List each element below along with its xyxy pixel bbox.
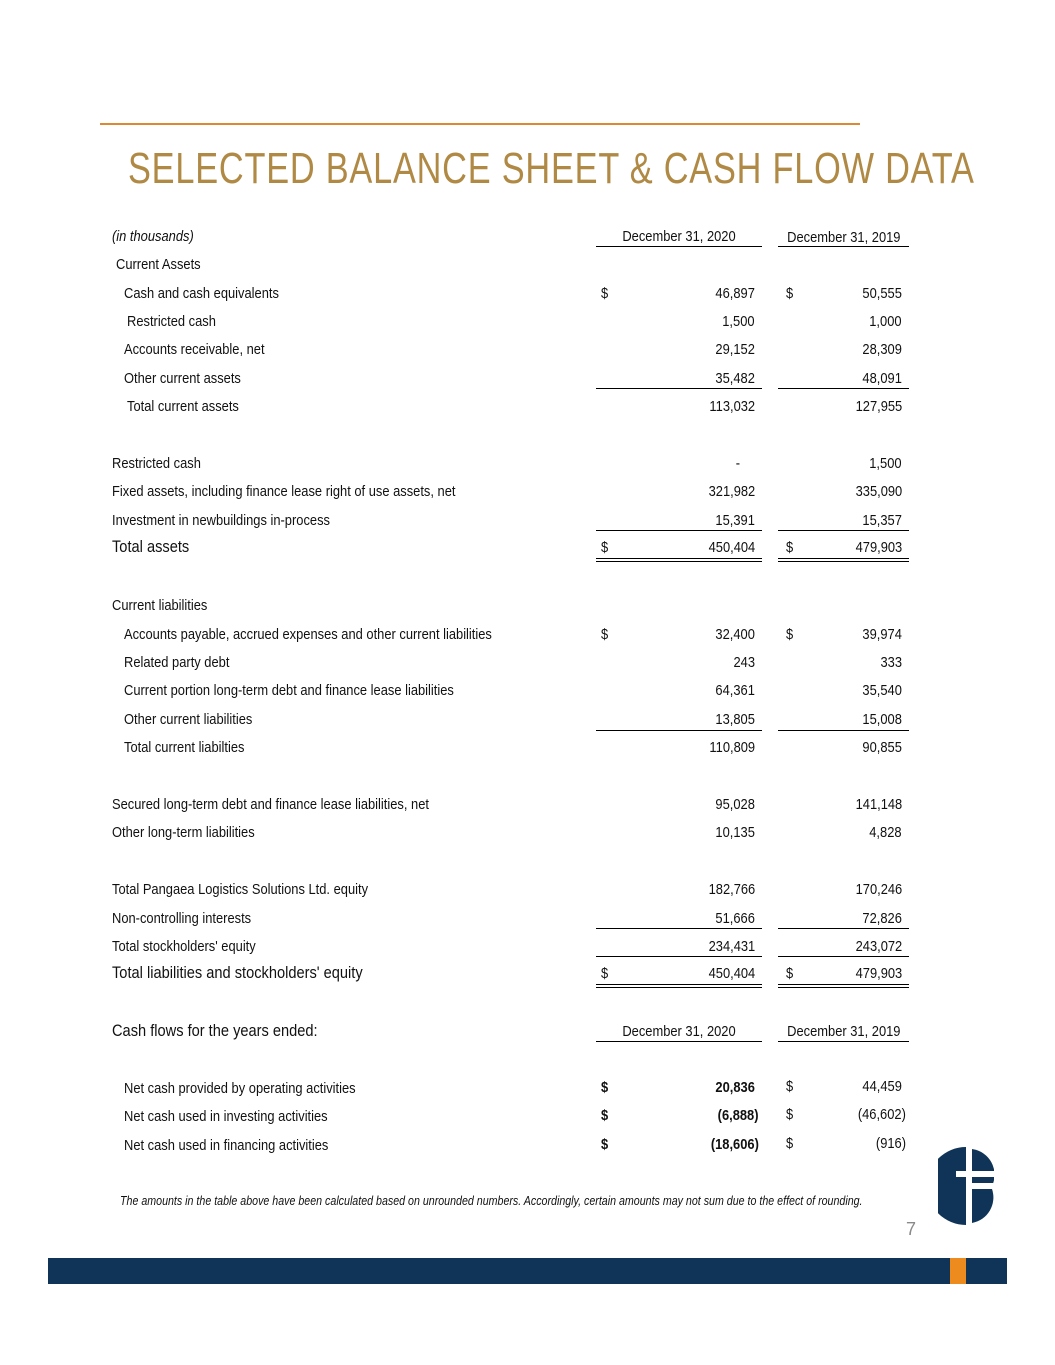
value-2019: 28,309 — [862, 341, 902, 358]
value-2020: 234,431 — [708, 938, 755, 955]
value-2020: (6,888) — [718, 1107, 759, 1124]
currency-sign: $ — [786, 626, 794, 643]
row-label: Net cash used in financing activities — [124, 1137, 329, 1154]
currency-sign: $ — [601, 539, 609, 556]
currency-sign: $ — [786, 1135, 794, 1152]
col-header-2019: December 31, 2019 — [787, 229, 901, 246]
footer-accent — [950, 1258, 966, 1284]
value-2019: 243,072 — [855, 938, 902, 955]
subtotal-rule-2019 — [778, 730, 909, 731]
value-2019: 50,555 — [862, 285, 902, 302]
subtotal-rule-2020 — [596, 388, 762, 389]
value-2020: 64,361 — [715, 682, 755, 699]
rounding-footnote: The amounts in the table above have been calculated based on unrounded numbers. Accordingly, certain amounts may not sum due to the effect of rounding. — [120, 1193, 863, 1208]
value-2020: 450,404 — [708, 965, 755, 982]
subtotal-rule-2020 — [596, 730, 762, 731]
value-2020: 95,028 — [715, 796, 755, 813]
value-2019: 4,828 — [869, 824, 902, 841]
total-double-rule-2020 — [596, 558, 762, 562]
value-2020: 15,391 — [715, 512, 755, 529]
row-label: Related party debt — [124, 654, 230, 671]
row-label: Restricted cash — [127, 313, 216, 330]
currency-sign: $ — [786, 285, 794, 302]
footer-bar — [48, 1258, 1007, 1284]
value-2020: 243 — [733, 654, 755, 671]
value-2020: 29,152 — [715, 341, 755, 358]
page-title: SELECTED BALANCE SHEET & CASH FLOW DATA — [128, 144, 975, 193]
value-2019: 35,540 — [862, 682, 902, 699]
row-label: Total assets — [112, 537, 190, 556]
current-assets-heading: Current Assets — [116, 256, 201, 273]
value-2020: 46,897 — [715, 285, 755, 302]
row-label: Total liabilities and stockholders' equity — [112, 963, 363, 982]
value-2019: 141,148 — [855, 796, 902, 813]
value-2020: 13,805 — [715, 711, 755, 728]
cf-header-underline-2019 — [778, 1041, 909, 1042]
value-2019: 1,000 — [869, 313, 902, 330]
value-2019: 479,903 — [855, 965, 902, 982]
subtotal-rule-2019 — [778, 928, 909, 929]
currency-sign: $ — [601, 285, 609, 302]
company-logo-icon — [938, 1145, 994, 1227]
value-2019: 15,008 — [862, 711, 902, 728]
value-2019: 479,903 — [855, 539, 902, 556]
value-2020: 10,135 — [715, 824, 755, 841]
value-2020: 51,666 — [715, 910, 755, 927]
currency-sign: $ — [601, 1107, 609, 1124]
value-2019: 48,091 — [862, 370, 902, 387]
value-2020: 321,982 — [708, 483, 755, 500]
value-2019: 72,826 — [862, 910, 902, 927]
cash-flow-heading: Cash flows for the years ended: — [112, 1021, 318, 1040]
currency-sign: $ — [601, 626, 609, 643]
cf-col-header-2019: December 31, 2019 — [787, 1023, 901, 1040]
value-2019: 335,090 — [855, 483, 902, 500]
row-label: Secured long-term debt and finance lease liabilities, net — [112, 796, 429, 813]
value-2019: 333 — [880, 654, 902, 671]
value-2019: 1,500 — [869, 455, 902, 472]
subtotal-rule-2019 — [778, 388, 909, 389]
col-header-2020: December 31, 2020 — [622, 228, 736, 245]
value-2019: 15,357 — [862, 512, 902, 529]
row-label: Net cash used in investing activities — [124, 1108, 328, 1125]
currency-sign: $ — [786, 1078, 794, 1095]
value-2020: 35,482 — [715, 370, 755, 387]
row-label: Accounts receivable, net — [124, 341, 265, 358]
currency-sign: $ — [601, 1136, 609, 1153]
value-2020: 1,500 — [722, 313, 755, 330]
value-2019: 44,459 — [862, 1078, 902, 1095]
current-liabilities-heading: Current liabilities — [112, 597, 208, 614]
row-label: Restricted cash — [112, 455, 201, 472]
value-2019: 39,974 — [862, 626, 902, 643]
subtotal-rule-2020 — [596, 530, 762, 531]
top-accent-rule — [100, 123, 860, 125]
subtotal-rule-2020 — [596, 928, 762, 929]
total-double-rule-2020 — [596, 984, 762, 988]
row-label: Total current liabilties — [124, 739, 245, 756]
value-2020: 113,032 — [709, 398, 755, 415]
subtotal-rule-2019 — [778, 530, 909, 531]
header-underline-2020 — [596, 246, 762, 247]
currency-sign: $ — [601, 1079, 609, 1096]
row-label: Other current assets — [124, 370, 241, 387]
subtotal-rule-2020 — [596, 956, 762, 957]
cf-header-underline-2020 — [596, 1041, 762, 1042]
value-2019: 170,246 — [855, 881, 902, 898]
total-double-rule-2019 — [778, 558, 909, 562]
value-2020: 32,400 — [715, 626, 755, 643]
value-2020: - — [735, 455, 740, 472]
value-2019: 127,955 — [855, 398, 902, 415]
subtotal-rule-2019 — [778, 956, 909, 957]
value-2020: 182,766 — [708, 881, 755, 898]
value-2020: (18,606) — [710, 1136, 759, 1153]
value-2019: (46,602) — [857, 1106, 906, 1123]
header-underline-2019 — [778, 246, 909, 247]
value-2020: 110,809 — [709, 739, 755, 756]
row-label: Total current assets — [127, 398, 239, 415]
value-2020: 450,404 — [708, 539, 755, 556]
row-label: Net cash provided by operating activities — [124, 1080, 356, 1097]
row-label: Investment in newbuildings in-process — [112, 512, 330, 529]
value-2019: 90,855 — [862, 739, 902, 756]
row-label: Current portion long-term debt and finance lease liabilities — [124, 682, 454, 699]
cf-col-header-2020: December 31, 2020 — [622, 1023, 736, 1040]
row-label: Cash and cash equivalents — [124, 285, 279, 302]
total-double-rule-2019 — [778, 984, 909, 988]
row-label: Other long-term liabilities — [112, 824, 255, 841]
row-label: Non-controlling interests — [112, 910, 252, 927]
row-label: Fixed assets, including finance lease right of use assets, net — [112, 483, 456, 500]
currency-sign: $ — [601, 965, 609, 982]
units-label: (in thousands) — [112, 228, 194, 245]
row-label: Accounts payable, accrued expenses and other current liabilities — [124, 626, 492, 643]
value-2019: (916) — [875, 1135, 906, 1152]
currency-sign: $ — [786, 965, 794, 982]
row-label: Total Pangaea Logistics Solutions Ltd. equity — [112, 881, 369, 898]
row-label: Total stockholders' equity — [112, 938, 256, 955]
currency-sign: $ — [786, 1106, 794, 1123]
value-2020: 20,836 — [715, 1079, 755, 1096]
page-number: 7 — [906, 1219, 917, 1239]
currency-sign: $ — [786, 539, 794, 556]
row-label: Other current liabilities — [124, 711, 253, 728]
